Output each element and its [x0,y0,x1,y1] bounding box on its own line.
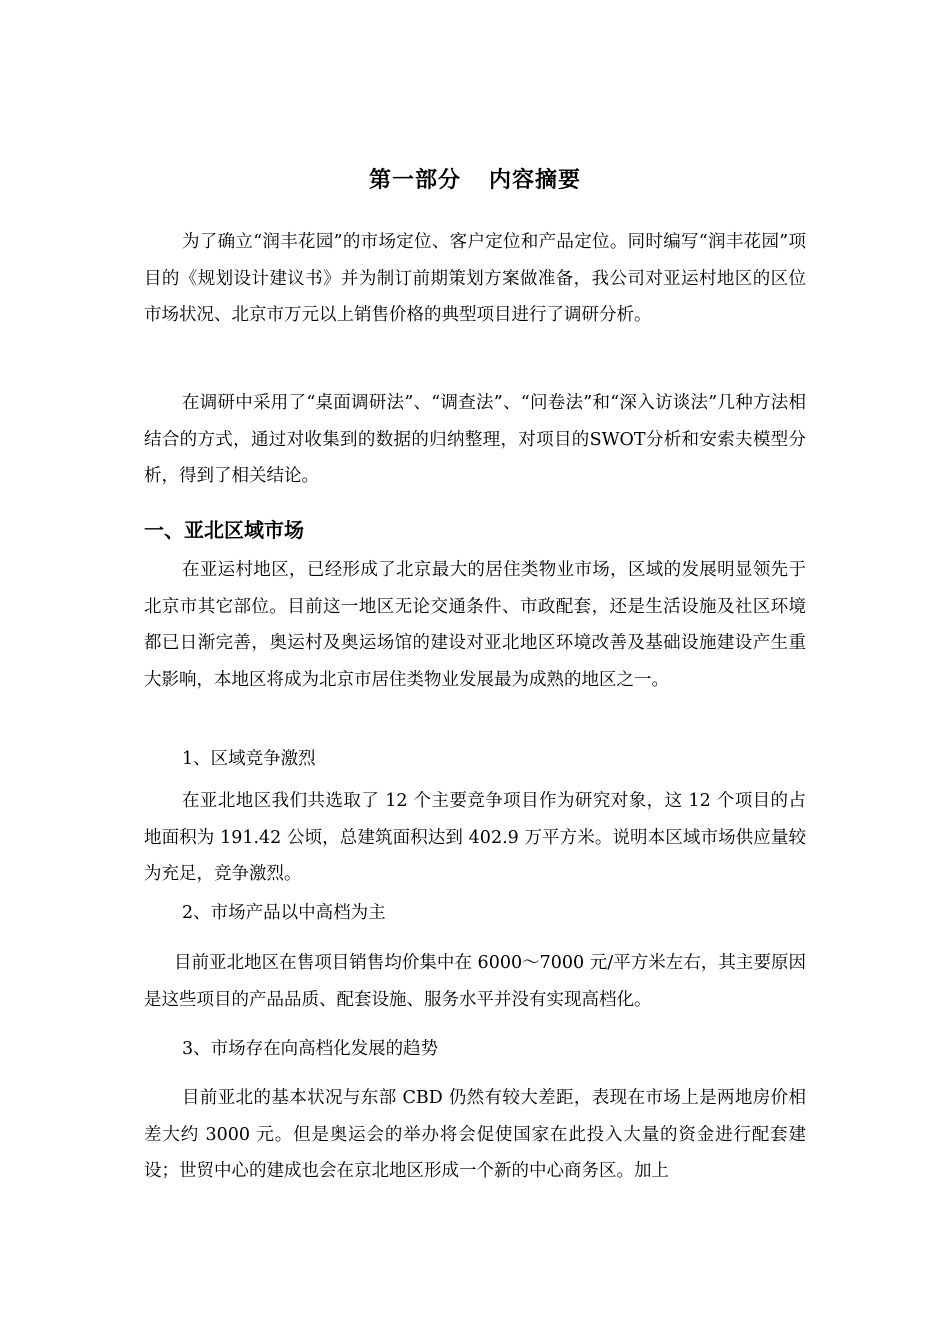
title-name: 内容摘要 [489,167,582,193]
paragraph-competition: 在亚北地区我们共选取了 12 个主要竞争项目作为研究对象，这 12 个项目的占地面积为 191.42 公顷，总建筑面积达到 402.9 万平方米。说明本区域市场供应量较为充足，竞争激烈。 [144,791,806,884]
paragraph-intro: 为了确立“润丰花园”的市场定位、客户定位和产品定位。同时编写“润丰花园”项目的《规划设计建议书》并为制订前期策划方案做准备，我公司对亚运村地区的区位市场状况、北京市万元以上销售价格的典型项目进行了调研分析。 [144,232,806,325]
subheading-trend: 3、市场存在向高档化发展的趋势 [182,1039,439,1059]
paragraph-methods: 在调研中采用了“桌面调研法”、“调查法”、“问卷法”和“深入访谈法”几种方法相结合的方式，通过对收集到的数据的归纳整理，对项目的SWOT分析和安索夫模型分析，得到了相关结论。 [144,393,806,486]
paragraph-products: 目前亚北地区在售项目销售均价集中在 6000～7000 元/平方米左右，其主要原因是这些项目的产品品质、配套设施、服务水平并没有实现高档化。 [144,953,806,1010]
title-part: 第一部分 [368,167,461,193]
paragraph-trend: 目前亚北的基本状况与东部 CBD 仍然有较大差距，表现在市场上是两地房价相差大约 3000 元。但是奥运会的举办将会促使国家在此投入大量的资金进行配套建设；世贸中心的建成也会在京北地区形成一个新的中心商务区。加上 [144,1088,806,1181]
paragraph-region-overview: 在亚运村地区，已经形成了北京最大的居住类物业市场，区域的发展明显领先于北京市其它部位。目前这一地区无论交通条件、市政配套，还是生活设施及社区环境都已日渐完善，奥运村及奥运场馆的建设对亚北地区环境改善及基础设施建设产生重大影响，本地区将成为北京市居住类物业发展最为成熟的地区之一。 [144,560,806,690]
section-heading: 一、亚北区域市场 [144,518,304,542]
subheading-competition: 1、区域竞争激烈 [182,749,316,769]
page-title [0,160,950,200]
subheading-products: 2、市场产品以中高档为主 [182,903,386,923]
